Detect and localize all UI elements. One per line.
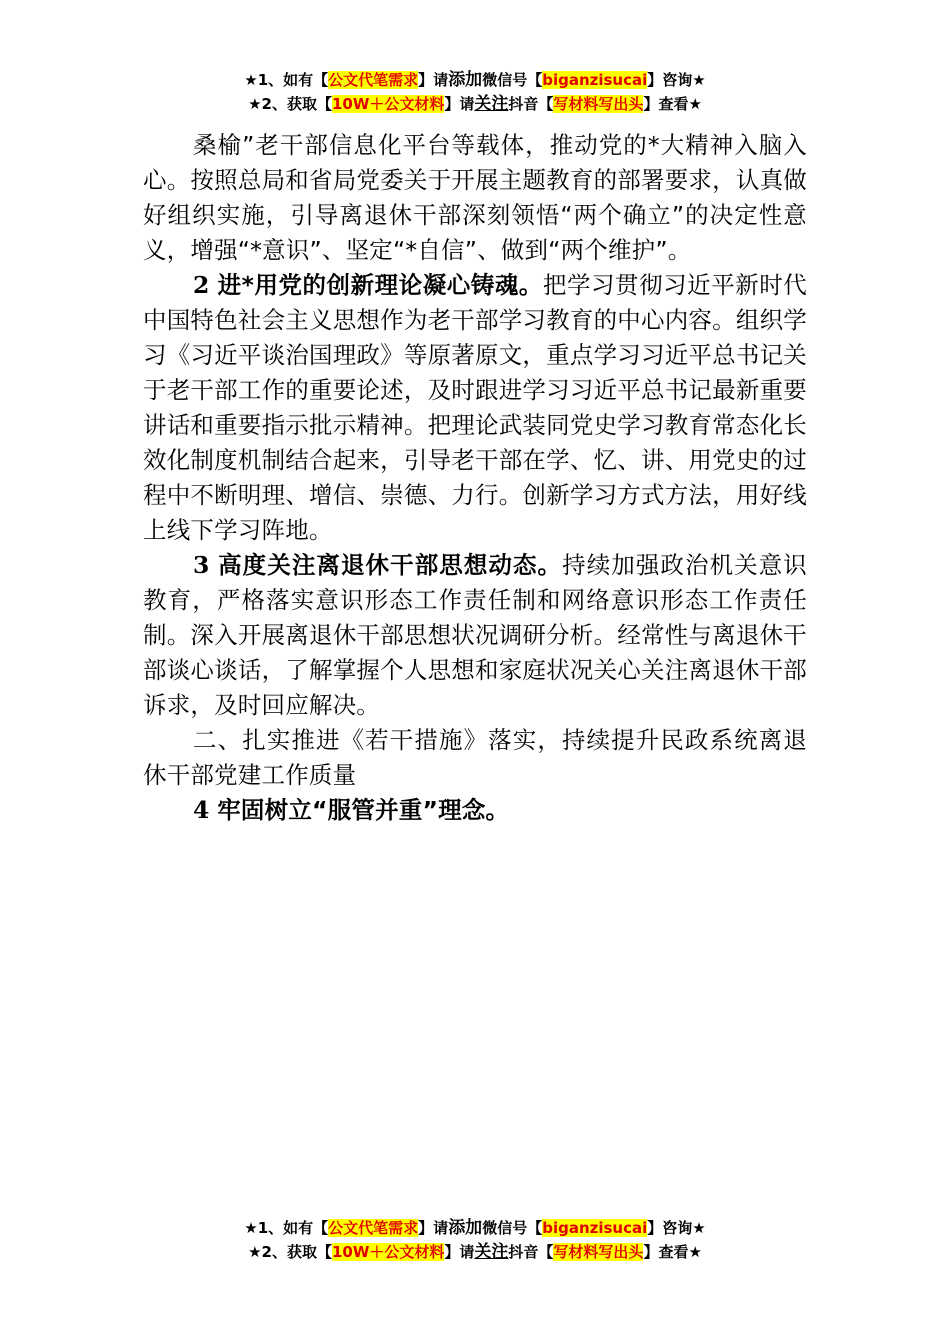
banner-text: 1、如有【	[257, 1219, 329, 1237]
item-heading: 牢固树立“服管并重”理念。	[217, 796, 510, 824]
section-heading: 二、扎实推进《若干措施》落实，持续提升民政系统离退休干部党建工作质量	[143, 726, 807, 789]
paragraph-4	[143, 793, 807, 828]
banner-text: 抖音【	[508, 95, 554, 113]
banner-line-1	[0, 1216, 950, 1240]
header-banner	[0, 68, 950, 116]
paragraph-2	[143, 268, 807, 548]
banner-text: 】请	[418, 71, 449, 89]
banner-text: 】请	[444, 95, 475, 113]
banner-text: 微信号【	[482, 71, 543, 89]
banner-text: 】查看	[643, 95, 689, 113]
banner-highlight: 公文代笔需求	[328, 71, 419, 89]
banner-highlight: 10W＋公文材料	[331, 1243, 445, 1261]
banner-highlight: biganzisucai	[542, 1219, 648, 1237]
item-number: 3	[193, 551, 210, 579]
banner-highlight: 写材料写出头	[553, 1243, 644, 1261]
item-text: 把学习贯彻习近平新时代中国特色社会主义思想作为老干部学习教育的中心内容。组织学习《习近平谈治国理政》等原著原文，重点学习习近平总书记关于老干部工作的重要论述，及时跟进学习习近平总书记最新重要讲话和重要指示批示精神。把理论武装同党史学习教育常态化长效化制度机制结合起来，引导老干部在学、忆、讲、用党史的过程中不断明理、增信、崇德、力行。创新学习方式方法，用好线上线下学习阵地。	[143, 271, 808, 544]
star-icon: ★	[692, 71, 706, 89]
banner-text: 抖音【	[508, 1243, 554, 1261]
star-icon: ★	[248, 95, 262, 113]
item-heading: 高度关注离退休干部思想动态。	[218, 551, 563, 579]
banner-text: 1、如有【	[257, 71, 329, 89]
banner-text: 】请	[444, 1243, 475, 1261]
footer-banner	[0, 1216, 950, 1264]
banner-text: 】咨询	[647, 1219, 693, 1237]
banner-line-2	[0, 1240, 950, 1264]
banner-text: 2、获取【	[261, 95, 332, 113]
banner-line-2	[0, 92, 950, 116]
banner-line-1	[0, 68, 950, 92]
document-body	[143, 128, 807, 828]
item-number: 2	[193, 271, 210, 299]
item-text: 持续加强政治机关意识教育，严格落实意识形态工作责任制和网络意识形态工作责任制。深入开展离退休干部思想状况调研分析。经常性与离退休干部谈心谈话，了解掌握个人思想和家庭状况关心关注离退休干部诉求，及时回应解决。	[143, 551, 807, 719]
banner-highlight: 写材料写出头	[553, 95, 644, 113]
item-heading: 进*用党的创新理论凝心铸魂。	[217, 271, 543, 299]
banner-highlight: 10W＋公文材料	[331, 95, 445, 113]
star-icon: ★	[688, 1243, 702, 1261]
banner-highlight: biganzisucai	[542, 71, 648, 89]
banner-emphasis: 关注	[474, 1242, 509, 1262]
star-icon: ★	[688, 95, 702, 113]
banner-text: 】请	[418, 1219, 449, 1237]
banner-text: 】咨询	[647, 71, 693, 89]
banner-text: 2、获取【	[261, 1243, 332, 1261]
banner-emphasis: 关注	[474, 94, 509, 114]
banner-highlight: 公文代笔需求	[328, 1219, 419, 1237]
paragraph-3	[143, 548, 807, 723]
star-icon: ★	[244, 71, 258, 89]
star-icon: ★	[244, 1219, 258, 1237]
star-icon: ★	[248, 1243, 262, 1261]
banner-text: 微信号【	[482, 1219, 543, 1237]
paragraph-1: 桑榆”老干部信息化平台等载体，推动党的*大精神入脑入心。按照总局和省局党委关于开展主题教育的部署要求，认真做好组织实施，引导离退休干部深刻领悟“两个确立”的决定性意义，增强“*意识”、坚定“*自信”、做到“两个维护”。	[143, 131, 807, 264]
banner-emphasis: 添加	[448, 1218, 483, 1238]
star-icon: ★	[692, 1219, 706, 1237]
banner-emphasis: 添加	[448, 70, 483, 90]
item-number: 4	[193, 796, 210, 824]
banner-text: 】查看	[643, 1243, 689, 1261]
